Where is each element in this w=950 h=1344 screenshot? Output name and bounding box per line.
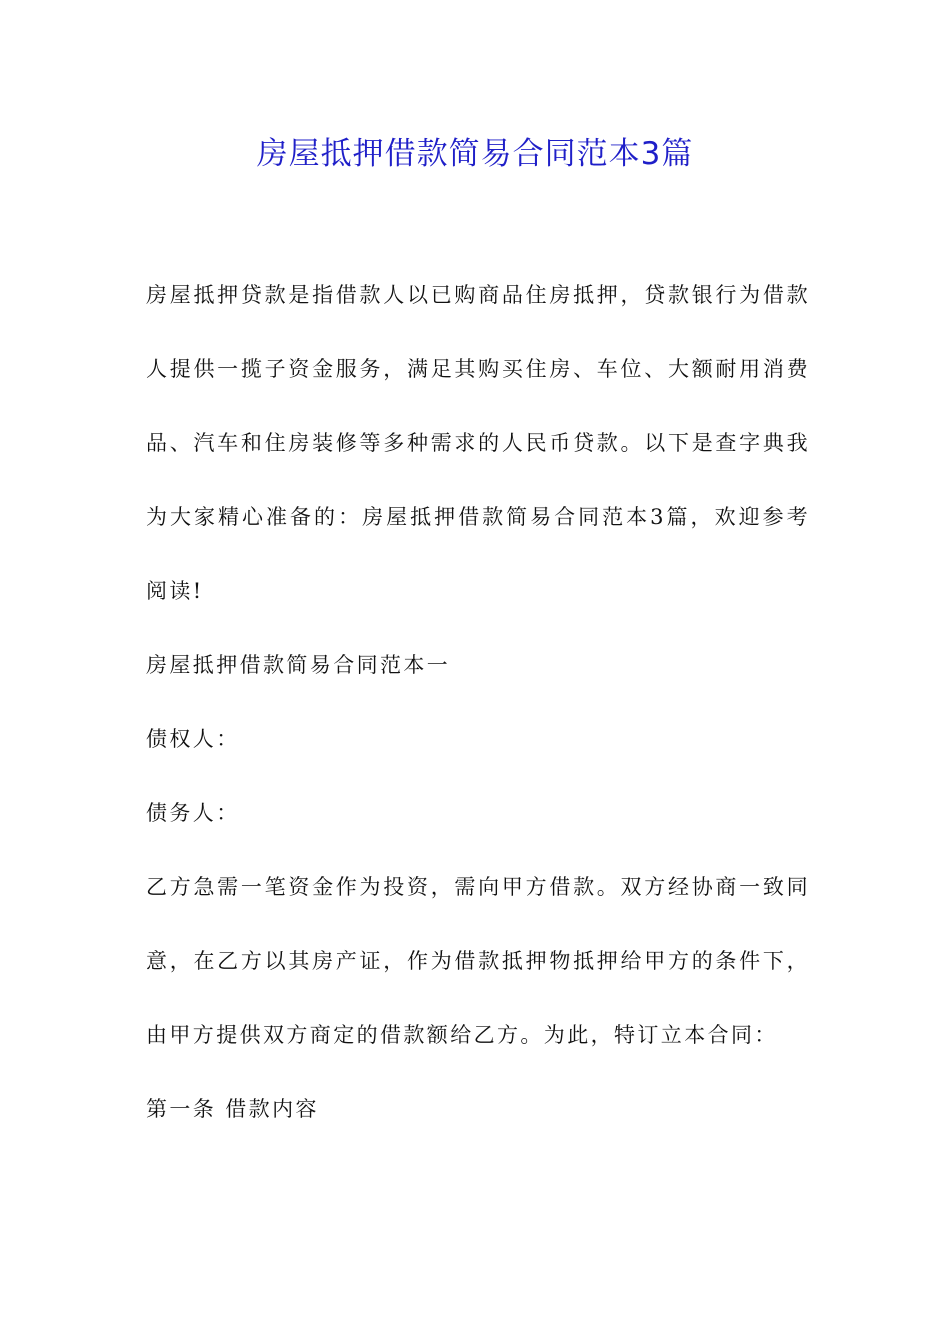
section-heading-sample-one: 房屋抵押借款简易合同范本一 xyxy=(146,653,451,677)
debtor-line: 债务人： xyxy=(146,801,240,825)
document-title: 房屋抵押借款简易合同范本3篇 xyxy=(256,136,694,172)
article-one-heading: 第一条 借款内容 xyxy=(146,1097,319,1121)
document-body xyxy=(146,258,810,1146)
creditor-line: 债权人： xyxy=(146,727,240,751)
intro-paragraph: 房屋抵押贷款是指借款人以已购商品住房抵押，贷款银行为借款人提供一揽子资金服务，满足其购买住房、车位、大额耐用消费品、汽车和住房装修等多种需求的人民币贷款。以下是查字典我为大家精心准备的：房屋抵押借款简易合同范本3篇，欢迎参考阅读! xyxy=(146,283,810,603)
contract-preamble-paragraph: 乙方急需一笔资金作为投资，需向甲方借款。双方经协商一致同意，在乙方以其房产证，作为借款抵押物抵押给甲方的条件下，由甲方提供双方商定的借款额给乙方。为此，特订立本合同： xyxy=(146,875,810,1047)
